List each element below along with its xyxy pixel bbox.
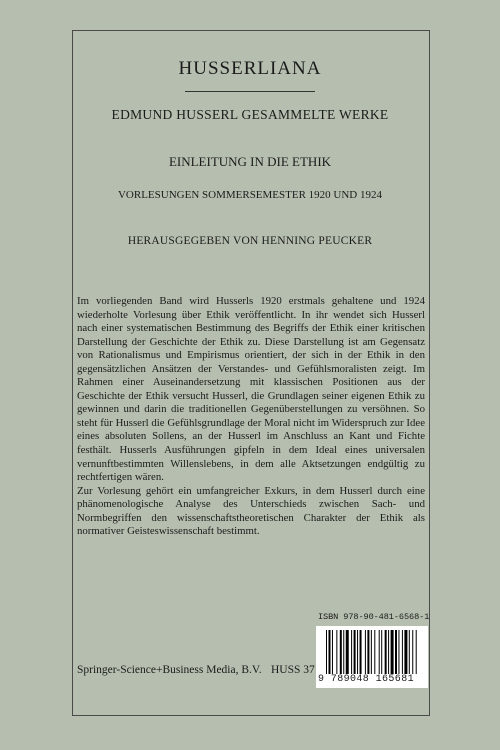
publisher-name: Springer-Science+Business Media, B.V. xyxy=(77,664,262,676)
isbn-label: ISBN 978-90-481-6568-1 xyxy=(318,612,430,622)
collected-works-heading: EDMUND HUSSERL GESAMMELTE WERKE xyxy=(111,107,389,122)
blurb-paragraph-2: Zur Vorlesung gehört ein umfangreicher Exkurs, in dem Husserl durch eine phänomenologische Analyse des Unterschieds zwischen Sach- und Normbegriffen den wissenschaftstheoretischen Charakter der Ethik als normativer Geisteswissenschaft bestimmt. xyxy=(77,484,425,538)
editor-credit: HERAUSGEGEBEN VON HENNING PEUCKER xyxy=(127,235,373,247)
book-title: EINLEITUNG IN DIE ETHIK xyxy=(168,154,332,169)
book-subtitle: VORLESUNGEN SOMMERSEMESTER 1920 UND 1924 xyxy=(117,189,383,201)
title-divider xyxy=(185,91,315,92)
series-title: HUSSERLIANA xyxy=(178,58,322,79)
barcode-digits: 9 789048 165681 xyxy=(318,674,415,685)
series-number: HUSS 37 xyxy=(271,664,315,676)
barcode-bars-graphic xyxy=(326,630,418,674)
blurb-paragraph-1: Im vorliegenden Band wird Husserls 1920 erstmals gehaltene und 1924 wiederholte Vorlesung über Ethik veröffentlicht. In ihr wendet sich Husserl nach einer systematischen Bestimmung des Begriffs der Ethik einer kritischen Darstellung der Geschichte der Ethik zu. Diese Darstellung ist am Gegensatz von Rationalismus und Empirismus orientiert, der sich in der Ethik in den gegensätzlichen Ansätzen der Verstandes- und Gefühlsmoralisten zeigt. Im Rahmen einer Auseinandersetzung mit klassischen Positionen aus der Geschichte der Ethik versucht Husserl, die Grundlagen seiner eigenen Ethik zu gewinnen und darin die traditionellen Gegenüberstellungen zu versöhnen. So steht für Husserl die Gefühlsgrundlage der Moral nicht im Widerspruch zur Idee eines absoluten Sollens, an der Husserl im Anschluss an Kant und Fichte festhält. Husserls Ausführungen gipfeln in dem Ideal eines universalen vernunftbestimmten Willenslebens, in dem alle Aktsetzungen endgültig zu rechtfertigen wären. xyxy=(77,295,425,484)
barcode xyxy=(316,626,428,688)
back-cover-blurb xyxy=(77,295,425,539)
